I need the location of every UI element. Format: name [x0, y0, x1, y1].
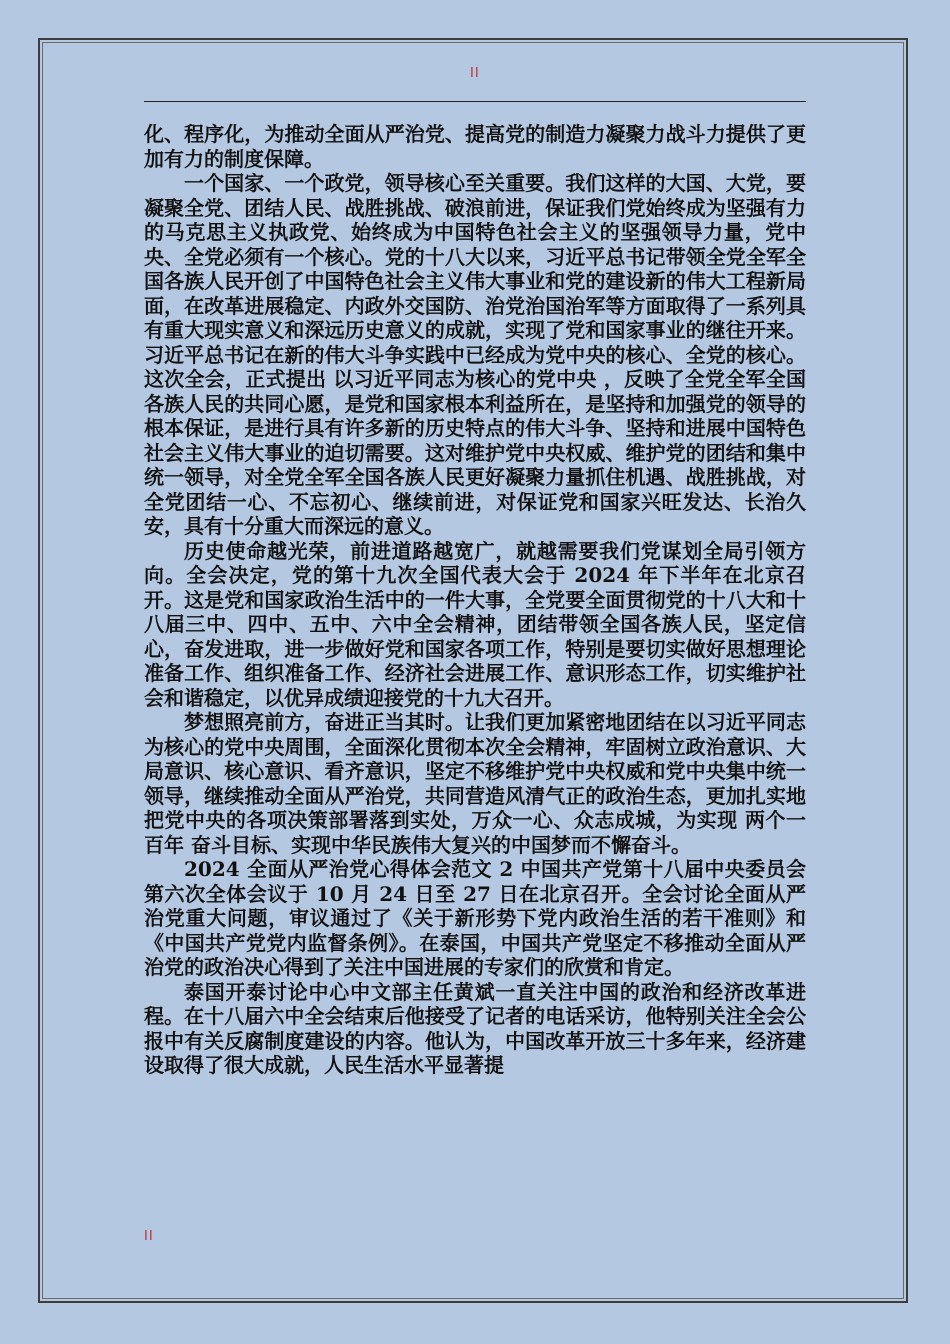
paragraph: 泰国开泰讨论中心中文部主任黄斌一直关注中国的政治和经济改革进程。在十八届六中全会结束后他接受了记者的电话采访，他特别关注全会公报中有关反腐制度建设的内容。他认为，中国改革开放三十多年来，经济建设取得了很大成就，人民生活水平显著提	[144, 979, 806, 1077]
document-body	[144, 122, 806, 1078]
header-rule	[144, 101, 806, 102]
footer-mark: II	[144, 1229, 154, 1244]
paragraph-continued: 化、程序化，为推动全面从严治党、提高党的制造力凝聚力战斗力提供了更加有力的制度保障。	[144, 122, 806, 171]
header-mark: II	[470, 66, 480, 81]
paragraph: 一个国家、一个政党，领导核心至关重要。我们这样的大国、大党，要凝聚全党、团结人民、战胜挑战、破浪前进，保证我们党始终成为坚强有力的马克思主义执政党、始终成为中国特色社会主义的坚强领导力量，党中央、全党必须有一个核心。党的十八大以来，习近平总书记带领全党全军全国各族人民开创了中国特色社会主义伟大事业和党的建设新的伟大工程新局面，在改革进展稳定、内政外交国防、治党治国治军等方面取得了一系列具有重大现实意义和深远历史意义的成就，实现了党和国家事业的继往开来。习近平总书记在新的伟大斗争实践中已经成为党中央的核心、全党的核心。这次全会，正式提出 以习近平同志为核心的党中央 ，反映了全党全军全国各族人民的共同心愿，是党和国家根本利益所在，是坚持和加强党的领导的根本保证，是进行具有许多新的历史特点的伟大斗争、坚持和进展中国特色社会主义伟大事业的迫切需要。这对维护党中央权威、维护党的团结和集中统一领导，对全党全军全国各族人民更好凝聚力量抓住机遇、战胜挑战，对全党团结一心、不忘初心、继续前进，对保证党和国家兴旺发达、长治久安，具有十分重大而深远的意义。	[144, 171, 806, 538]
paragraph: 梦想照亮前方，奋进正当其时。让我们更加紧密地团结在以习近平同志为核心的党中央周围，全面深化贯彻本次全会精神，牢固树立政治意识、大局意识、核心意识、看齐意识，坚定不移维护党中央权威和党中央集中统一领导，继续推动全面从严治党，共同营造风清气正的政治生态，更加扎实地把党中央的各项决策部署落到实处，万众一心、众志成城，为实现 两个一百年 奋斗目标、实现中华民族伟大复兴的中国梦而不懈奋斗。	[144, 710, 806, 857]
paragraph: 2024 全面从严治党心得体会范文 2 中国共产党第十八届中央委员会第六次全体会议于 10 月 24 日至 27 日在北京召开。全会讨论全面从严治党重大问题，审议通过了《关于新形势下党内政治生活的若干准则》和《中国共产党党内监督条例》。在泰国，中国共产党坚定不移推动全面从严治党的政治决心得到了关注中国进展的专家们的欣赏和肯定。	[144, 857, 806, 979]
paragraph: 历史使命越光荣，前进道路越宽广，就越需要我们党谋划全局引领方向。全会决定，党的第十九次全国代表大会于 2024 年下半年在北京召开。这是党和国家政治生活中的一件大事，全党要全面贯彻党的十八大和十八届三中、四中、五中、六中全会精神，团结带领全国各族人民，坚定信心，奋发进取，进一步做好党和国家各项工作，特别是要切实做好思想理论准备工作、组织准备工作、经济社会进展工作、意识形态工作，切实维护社会和谐稳定，以优异成绩迎接党的十九大召开。	[144, 538, 806, 710]
